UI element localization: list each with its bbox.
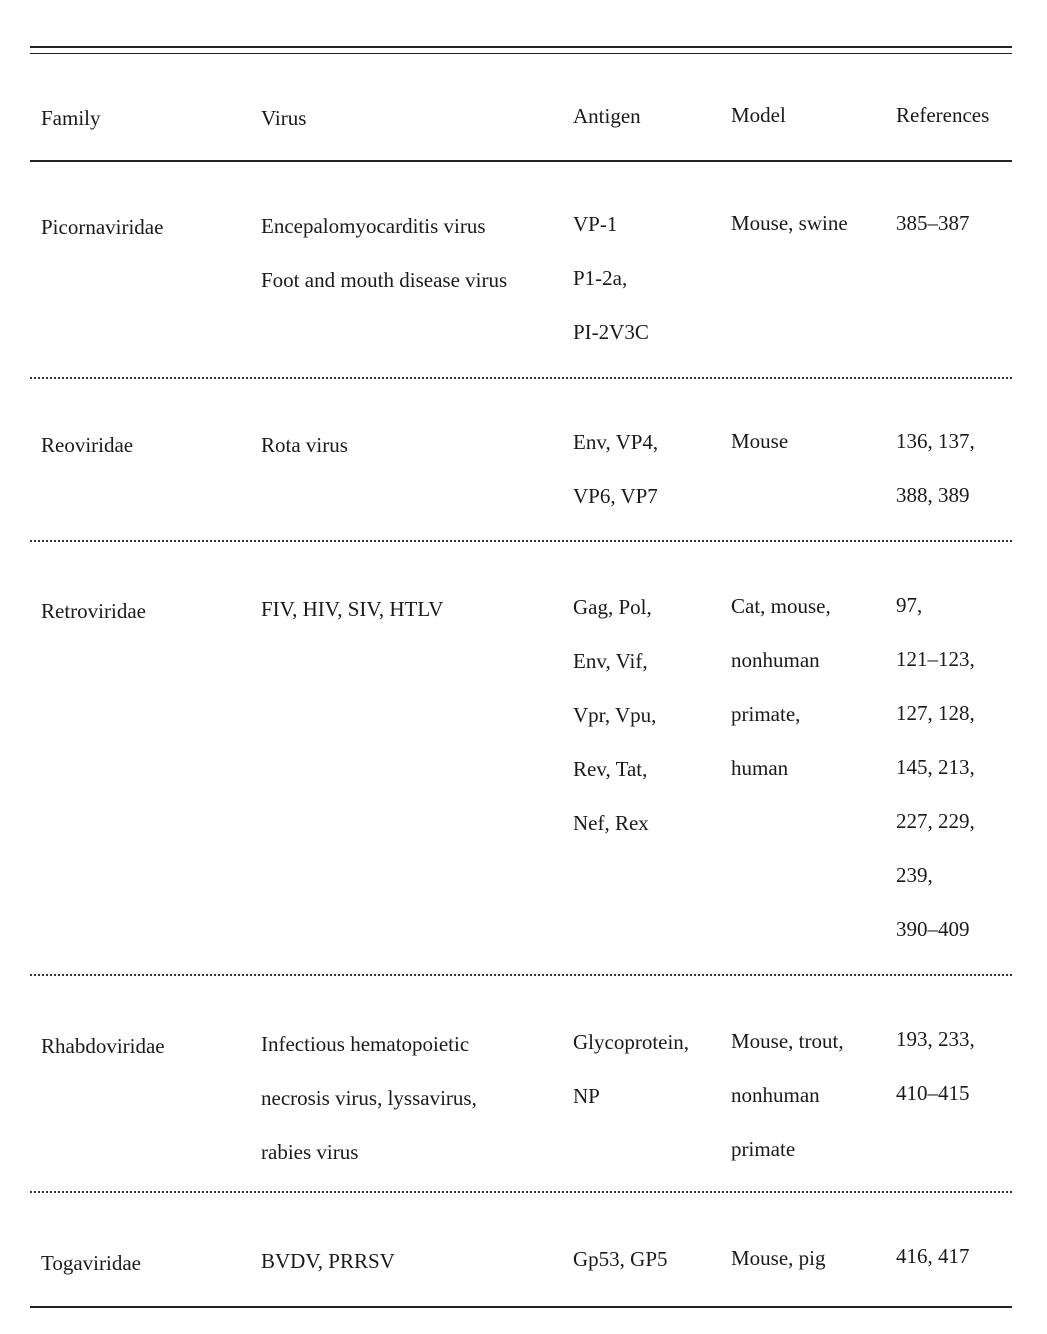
row-family: Retroviridae xyxy=(41,599,146,623)
model-line: primate xyxy=(731,1137,796,1161)
antigen-line: Rev, Tat, xyxy=(573,757,648,781)
row-virus xyxy=(261,199,507,307)
reference-line: 385–387 xyxy=(896,211,970,235)
row-references xyxy=(896,1229,970,1283)
virus-line: FIV, HIV, SIV, HTLV xyxy=(261,597,444,621)
row-virus xyxy=(261,582,443,636)
row-divider xyxy=(30,974,1012,976)
model-line: nonhuman xyxy=(731,1083,820,1107)
row-references xyxy=(896,1012,975,1120)
virus-line: rabies virus xyxy=(261,1140,359,1164)
antigen-line: P1-2a, xyxy=(573,266,628,290)
antigen-line: Gp53, GP5 xyxy=(573,1247,668,1271)
row-divider xyxy=(30,1191,1012,1193)
row-divider xyxy=(30,377,1012,379)
row-family: Picornaviridae xyxy=(41,215,164,239)
row-family: Reoviridae xyxy=(41,433,134,457)
reference-line: 121–123, xyxy=(896,647,975,671)
row-antigen xyxy=(573,580,656,850)
header-model: Model xyxy=(731,103,786,127)
antigen-line: NP xyxy=(573,1084,600,1108)
row-virus xyxy=(261,418,348,472)
header-references: References xyxy=(896,103,990,127)
antigen-line: VP6, VP7 xyxy=(573,484,658,508)
row-antigen xyxy=(573,415,658,523)
antigen-line: VP-1 xyxy=(573,212,618,236)
reference-line: 97, xyxy=(896,593,923,617)
row-model xyxy=(731,1014,844,1176)
antigen-line: Env, VP4, xyxy=(573,430,659,454)
header-virus: Virus xyxy=(261,106,307,130)
header-family: Family xyxy=(41,106,101,130)
row-references xyxy=(896,414,975,522)
row-antigen xyxy=(573,197,649,359)
virus-line: necrosis virus, lyssavirus, xyxy=(261,1086,477,1110)
reference-line: 239, xyxy=(896,863,933,887)
row-model xyxy=(731,1231,826,1285)
row-antigen xyxy=(573,1232,668,1286)
row-virus xyxy=(261,1017,477,1179)
row-references xyxy=(896,578,975,956)
header-antigen: Antigen xyxy=(573,104,641,128)
virus-line: Encepalomyocarditis virus xyxy=(261,214,486,238)
model-line: Cat, mouse, xyxy=(731,594,831,618)
reference-line: 390–409 xyxy=(896,917,970,941)
antigen-line: Nef, Rex xyxy=(573,811,649,835)
row-model xyxy=(731,579,831,795)
row-family: Rhabdoviridae xyxy=(41,1034,165,1058)
reference-line: 136, 137, xyxy=(896,429,975,453)
row-divider xyxy=(30,540,1012,542)
reference-line: 410–415 xyxy=(896,1081,970,1105)
antigen-line: Glycoprotein, xyxy=(573,1030,690,1054)
model-line: nonhuman xyxy=(731,648,820,672)
model-line: Mouse xyxy=(731,429,789,453)
row-references xyxy=(896,196,970,250)
reference-line: 127, 128, xyxy=(896,701,975,725)
antigen-line: Gag, Pol, xyxy=(573,595,652,619)
antigen-line: Env, Vif, xyxy=(573,649,648,673)
bottom-rule xyxy=(30,1306,1012,1308)
virus-line: Rota virus xyxy=(261,433,348,457)
reference-line: 416, 417 xyxy=(896,1244,970,1268)
virus-line: Infectious hematopoietic xyxy=(261,1032,470,1056)
row-model xyxy=(731,196,848,250)
model-line: human xyxy=(731,756,789,780)
model-line: Mouse, pig xyxy=(731,1246,826,1270)
header-rule xyxy=(30,160,1012,162)
row-antigen xyxy=(573,1015,689,1123)
reference-line: 227, 229, xyxy=(896,809,975,833)
antigen-line: PI-2V3C xyxy=(573,320,649,344)
model-line: Mouse, trout, xyxy=(731,1029,844,1053)
virus-line: Foot and mouth disease virus xyxy=(261,268,508,292)
top-rule xyxy=(30,46,1012,54)
row-virus xyxy=(261,1234,395,1288)
row-model xyxy=(731,414,788,468)
model-line: Mouse, swine xyxy=(731,211,848,235)
reference-line: 145, 213, xyxy=(896,755,975,779)
virus-line: BVDV, PRRSV xyxy=(261,1249,395,1273)
reference-line: 193, 233, xyxy=(896,1027,975,1051)
row-family: Togaviridae xyxy=(41,1251,141,1275)
reference-line: 388, 389 xyxy=(896,483,970,507)
antigen-line: Vpr, Vpu, xyxy=(573,703,657,727)
model-line: primate, xyxy=(731,702,801,726)
